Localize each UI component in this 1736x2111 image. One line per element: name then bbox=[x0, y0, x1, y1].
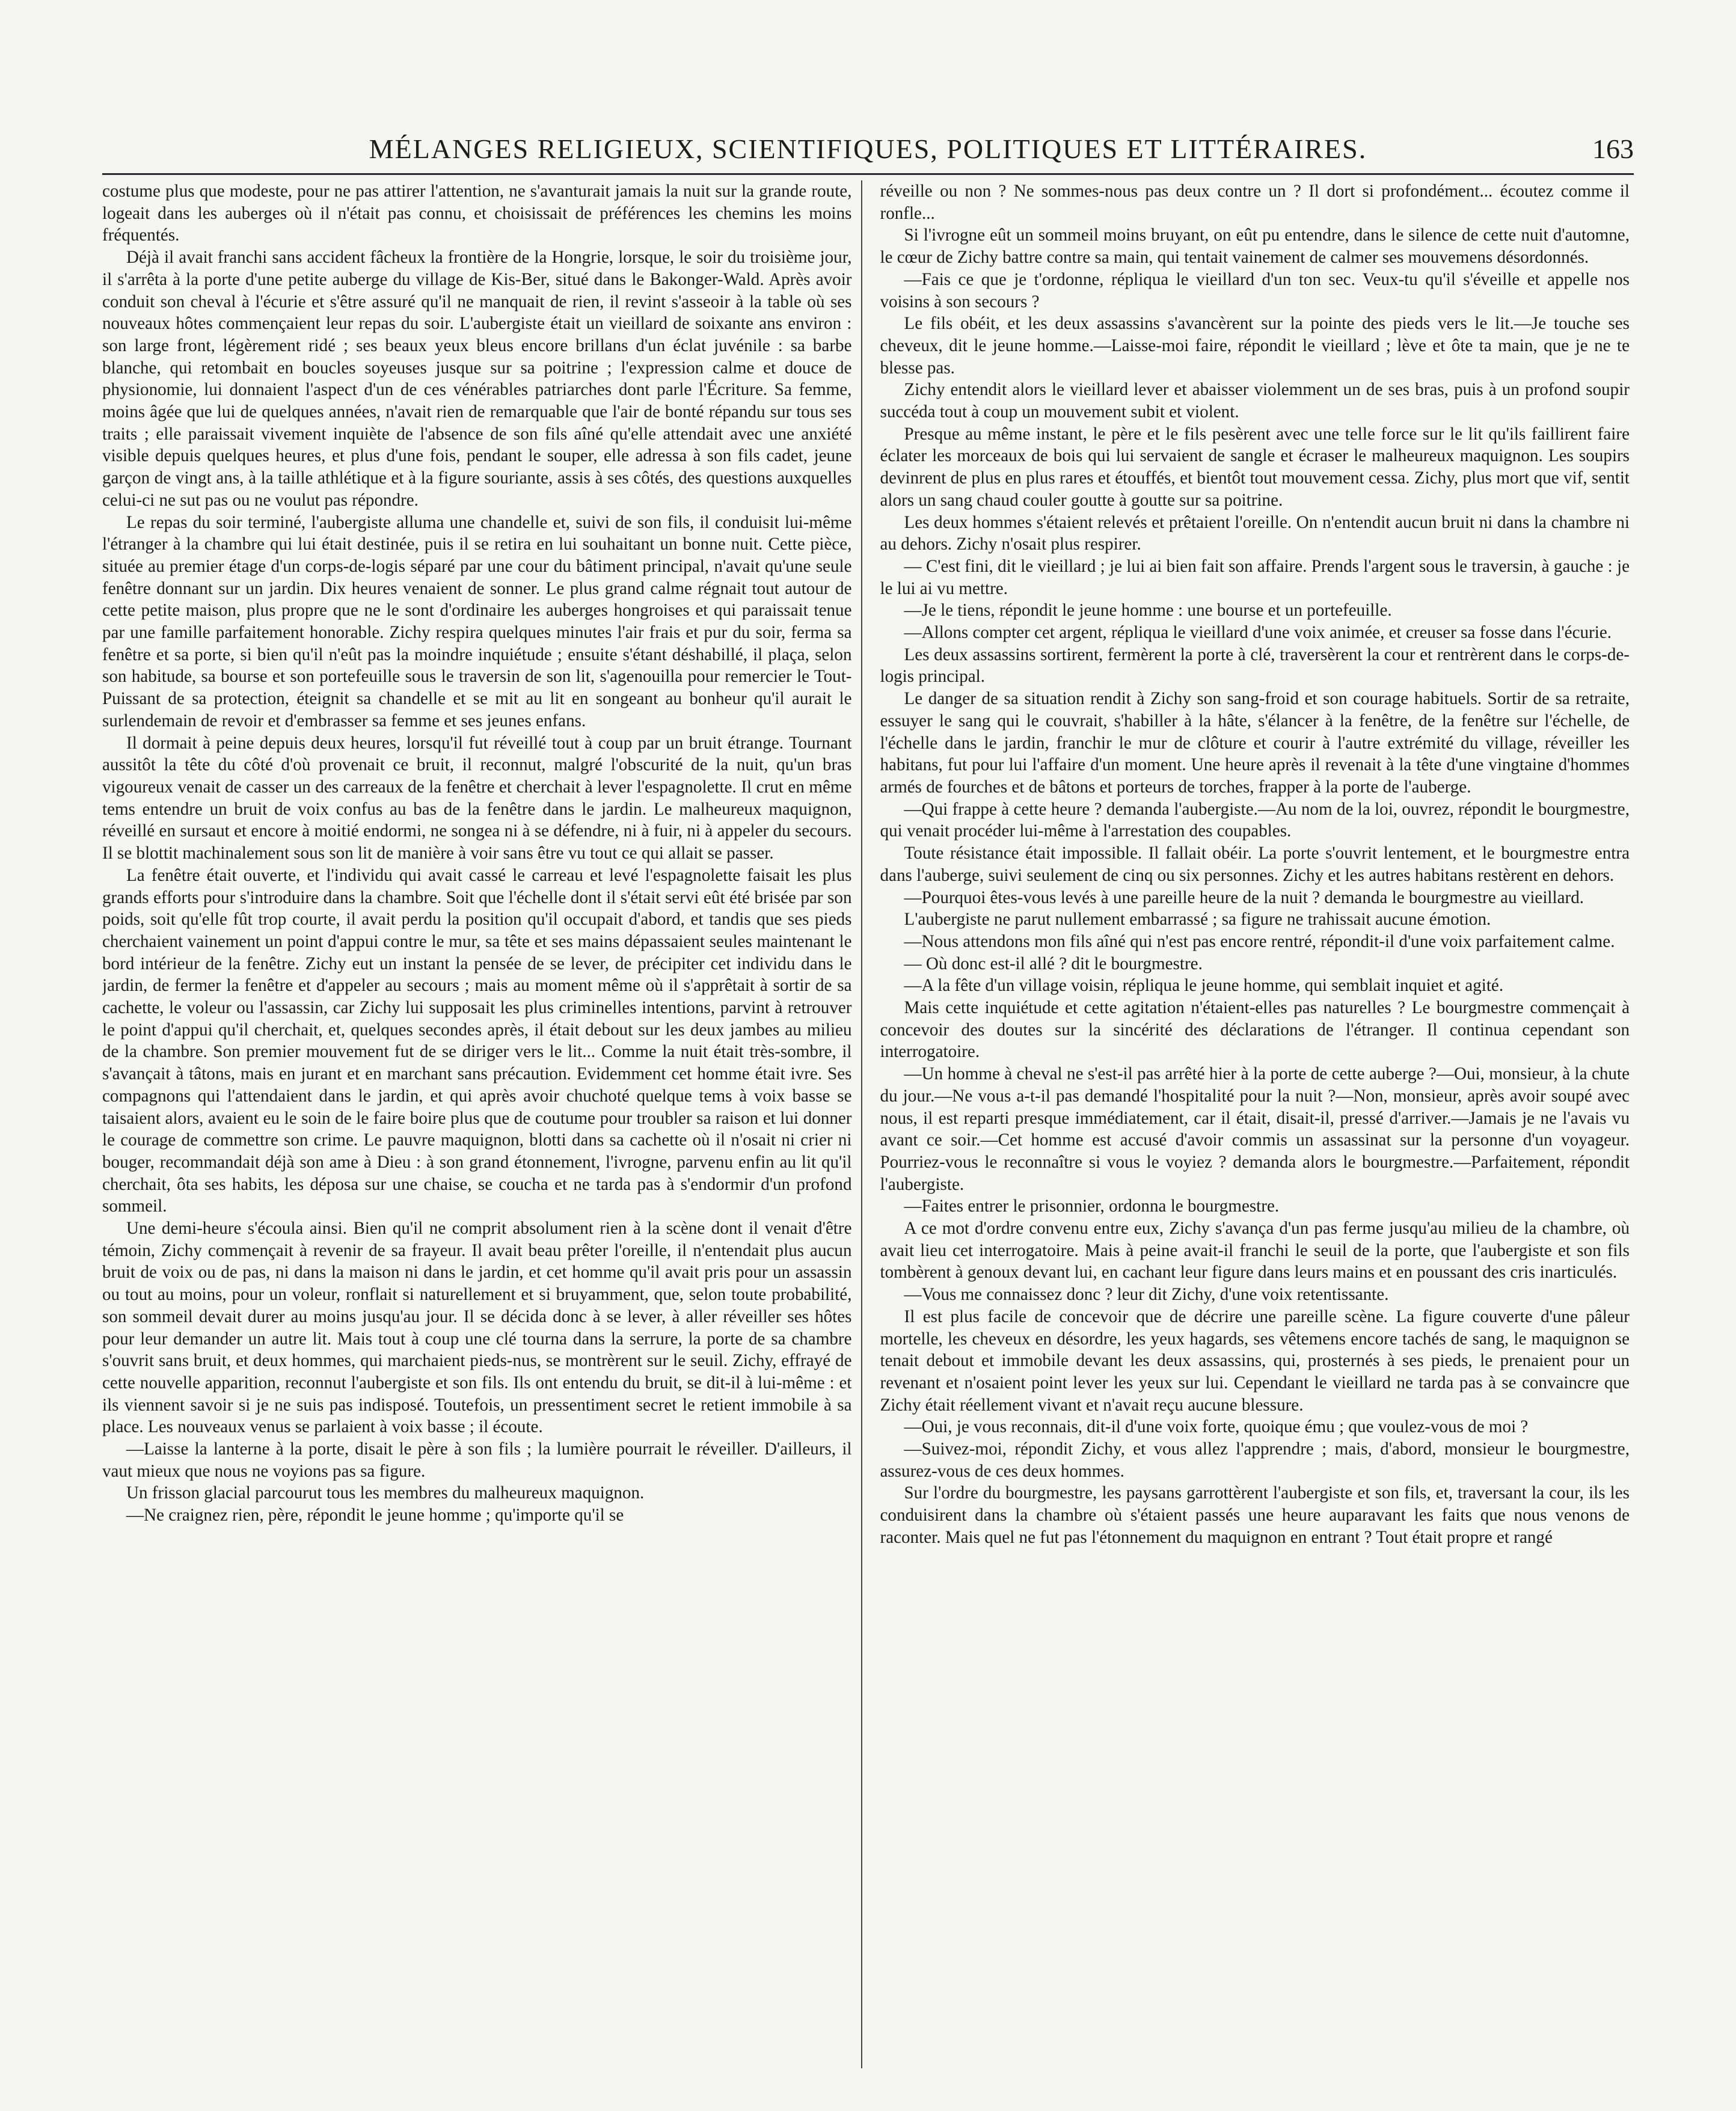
paragraph: —Oui, je vous reconnais, dit-il d'une voix forte, quoique ému ; que voulez-vous de moi ? bbox=[904, 1417, 1529, 1437]
page-header bbox=[102, 131, 1634, 175]
paragraph: Le fils obéit, et les deux assassins s'avancèrent sur la pointe des pieds vers le lit.—Je touche ses cheveux, dit le jeune homme.—Laisse-moi faire, répondit le vieillard ; lève et ôte ta main, que je ne te blesse pas. bbox=[880, 314, 1630, 378]
paragraph: —Faites entrer le prisonnier, ordonna le bourgmestre. bbox=[904, 1196, 1280, 1216]
paragraph: —Allons compter cet argent, répliqua le vieillard d'une voix animée, et creuser sa fosse dans l'écurie. bbox=[904, 623, 1612, 643]
paragraph: —Laisse la lanterne à la porte, disait le père à son fils ; la lumière pourrait le réveiller. D'ailleurs, il vaut mieux que nous ne voyions pas sa figure. bbox=[102, 1439, 852, 1481]
paragraph: Sur l'ordre du bourgmestre, les paysans garrottèrent l'aubergiste et son fils, et, traversant la cour, ils les conduisirent dans la chambre où s'étaient passés une heure auparavant les faits que nous venons de raconter. Mais quel ne fut pas l'étonnement du maquignon en entrant ? Tout était propre et rangé bbox=[880, 1483, 1630, 1547]
text-columns bbox=[102, 180, 1630, 2068]
paragraph: —Vous me connaissez donc ? leur dit Zichy, d'une voix retentissante. bbox=[904, 1285, 1389, 1305]
paragraph: —Un homme à cheval ne s'est-il pas arrêté hier à la porte de cette auberge ?—Oui, monsieur, à la chute du jour.—Ne vous a-t-il pas demandé l'hospitalité pour la nuit ?—Non, monsieur, après avoir soupé avec nous, il est reparti presque immédiatement, car il était, disait-il, pressé d'arriver.—Jamais je ne l'avais vu avant ce soir.—Cet homme est accusé d'avoir commis un assassinat sur la personne d'un voyageur. Pourriez-vous le reconnaître si vous le voyiez ? demanda alors le bourgmestre.—Parfaitement, répondit l'aubergiste. bbox=[880, 1064, 1630, 1194]
paragraph: Les deux hommes s'étaient relevés et prêtaient l'oreille. On n'entendit aucun bruit ni dans la chambre ni au dehors. Zichy n'osait plus respirer. bbox=[880, 512, 1630, 554]
paragraph: Il est plus facile de concevoir que de décrire une pareille scène. La figure couverte d'une pâleur mortelle, les cheveux en désordre, les yeux hagards, ses vêtemens encore tachés de sang, le maquignon se tenait debout et immobile devant les deux assassins, qui, prosternés à ses pieds, le prenaient pour un revenant et n'osaient point lever les yeux sur lui. Cependant le vieillard ne tarda pas à se convaincre que Zichy était réellement vivant et n'avait reçu aucune blessure. bbox=[880, 1307, 1630, 1415]
paragraph: —Fais ce que je t'ordonne, répliqua le vieillard d'un ton sec. Veux-tu qu'il s'éveille et appelle nos voisins à son secours ? bbox=[880, 269, 1630, 311]
paragraph: Une demi-heure s'écoula ainsi. Bien qu'il ne comprit absolument rien à la scène dont il venait d'être témoin, Zichy commençait à revenir de sa frayeur. Il avait beau prêter l'oreille, il n'entendait plus aucun bruit de voix ou de pas, ni dans la maison ni dans le jardin, et cet homme qu'il avait pris pour un assassin ou tout au moins, pour un voleur, ronflait si naturellement et si bruyamment, que, selon toute probabilité, son sommeil devait durer au moins jusqu'au jour. Il se décida donc à se lever, à aller réveiller ses hôtes pour leur demander un autre lit. Mais tout à coup une clé tourna dans la serrure, la porte de sa chambre s'ouvrit sans bruit, et deux hommes, qui marchaient pieds-nus, se montrèrent sur le seuil. Zichy, effrayé de cette nouvelle apparition, reconnut l'aubergiste et son fils. Ils ont entendu du bruit, se dit-il à lui-même : et ils viennent savoir si je ne suis pas indisposé. Toutefois, un pressentiment secret le retient immobile à sa place. Les nouveaux venus se parlaient à voix basse ; il écoute. bbox=[102, 1219, 852, 1437]
running-title: MÉLANGES RELIGIEUX, SCIENTIFIQUES, POLITIQUES ET LITTÉRAIRES. bbox=[369, 133, 1367, 164]
paragraph: —Qui frappe à cette heure ? demanda l'aubergiste.—Au nom de la loi, ouvrez, répondit le bourgmestre, qui venait procéder lui-même à l'arrestation des coupables. bbox=[880, 799, 1630, 841]
paragraph: Il dormait à peine depuis deux heures, lorsqu'il fut réveillé tout à coup par un bruit étrange. Tournant aussitôt la tête du côté d'où provenait ce bruit, il reconnut, malgré l'obscurité de la nuit, qu'un bras vigoureux venait de casser un des carreaux de la fenêtre et cherchait à lever l'espagnolette. Il crut en même tems entendre un bruit de voix confus au bas de la fenêtre dans le jardin. Le malheureux maquignon, réveillé en sursaut et encore à moitié endormi, ne songea ni à se défendre, ni à fuir, ni à appeler du secours. Il se blottit machinalement sous son lit de manière à voir sans être vu tout ce qui allait se passer. bbox=[102, 733, 852, 863]
paragraph: réveille ou non ? Ne sommes-nous pas deux contre un ? Il dort si profondément... écoutez comme il ronfle... bbox=[880, 182, 1630, 223]
paragraph: —Suivez-moi, répondit Zichy, et vous allez l'apprendre ; mais, d'abord, monsieur le bourgmestre, assurez-vous de ces deux hommes. bbox=[880, 1439, 1630, 1481]
paragraph: costume plus que modeste, pour ne pas attirer l'attention, ne s'avanturait jamais la nuit sur la grande route, logeait dans les auberges où il n'était pas connu, et choisissait de préférences les chemins les moins fréquentés. bbox=[102, 182, 852, 245]
paragraph: Déjà il avait franchi sans accident fâcheux la frontière de la Hongrie, lorsque, le soir du troisième jour, il s'arrêta à la porte d'une petite auberge du village de Kis-Ber, situé dans le Bakonger-Wald. Après avoir conduit son cheval à l'écurie et s'être assuré qu'il ne manquait de rien, il revint s'asseoir à la table où ses nouveaux hôtes commençaient leur repas du soir. L'aubergiste était un vieillard de soixante ans environ : son large front, légèrement ridé ; ses beaux yeux bleus encore brillans d'un éclat juvénile : sa barbe blanche, qui retombait en boucles soyeuses jusque sur sa poitrine ; l'expression calme et douce de physionomie, lui donnaient l'aspect d'un de ces vénérables patriarches dont parle l'Écriture. Sa femme, moins âgée que lui de quelques années, n'avait rien de remarquable que l'air de bonté répandu sur tous ses traits ; elle paraissait vivement inquiète de l'absence de son fils aîné qu'elle attendait avec une anxiété visible depuis quelques heures, et plus d'une fois, pendant le souper, elle adressa à son fils cadet, jeune garçon de vingt ans, à la taille athlétique et à la figure souriante, assis à ses côtés, des questions auxquelles celui-ci ne sut pas ou ne voulut pas répondre. bbox=[102, 248, 852, 510]
paragraph: —Pourquoi êtes-vous levés à une pareille heure de la nuit ? demanda le bourgmestre au vieillard. bbox=[904, 887, 1584, 907]
paragraph: Le danger de sa situation rendit à Zichy son sang-froid et son courage habituels. Sortir de sa retraite, essuyer le sang qui le couvrait, s'habiller à la hâte, s'élancer à la fenêtre, de la fenêtre sur l'échelle, de l'échelle dans le jardin, franchir le mur de clôture et courir à l'autre extrémité du village, réveiller les habitans, fut pour lui l'affaire d'un moment. Une heure après il revenait à la tête d'une vingtaine d'hommes armés de fourches et de bâtons et porteurs de torches, frapper à la porte de l'auberge. bbox=[880, 689, 1630, 797]
paragraph: Toute résistance était impossible. Il fallait obéir. La porte s'ouvrit lentement, et le bourgmestre entra dans l'auberge, suivi seulement de cinq ou six personnes. Zichy et les autres habitans restèrent en dehors. bbox=[880, 844, 1630, 885]
paragraph: — Où donc est-il allé ? dit le bourgmestre. bbox=[904, 954, 1203, 973]
right-column bbox=[880, 180, 1630, 2068]
left-column bbox=[102, 180, 862, 2068]
paragraph: —Je le tiens, répondit le jeune homme : une bourse et un portefeuille. bbox=[904, 601, 1392, 620]
page-number: 163 bbox=[1592, 133, 1634, 164]
paragraph: — C'est fini, dit le vieillard ; je lui ai bien fait son affaire. Prends l'argent sous le traversin, à gauche : je le lui ai vu mettre. bbox=[880, 556, 1630, 598]
paragraph: Les deux assassins sortirent, fermèrent la porte à clé, traversèrent la cour et rentrèrent dans le corps-de-logis principal. bbox=[880, 645, 1630, 687]
paragraph: A ce mot d'ordre convenu entre eux, Zichy s'avança d'un pas ferme jusqu'au milieu de la chambre, où avait lieu cet interrogatoire. Mais à peine avait-il franchi le seuil de la porte, que l'aubergiste et son fils tombèrent à genoux devant lui, en cachant leur figure dans leurs mains et en poussant des cris inarticulés. bbox=[880, 1219, 1630, 1282]
paragraph: —Ne craignez rien, père, répondit le jeune homme ; qu'importe qu'il se bbox=[126, 1506, 624, 1525]
paragraph: La fenêtre était ouverte, et l'individu qui avait cassé le carreau et levé l'espagnolette faisait les plus grands efforts pour s'introduire dans la chambre. Soit que l'échelle dont il s'était servi eût été brisée par son poids, soit qu'elle fût trop courte, il avait perdu la position qu'il occupait d'abord, et tandis que ses pieds cherchaient vainement un point d'appui contre le mur, sa tête et ses mains dépassaient seules maintenant le bord intérieur de la fenêtre. Zichy eut un instant la pensée de se lever, de précipiter cet individu dans le jardin, de fermer la fenêtre et d'appeler au secours ; mais au moment même où il s'apprêtait à sortir de sa cachette, le voleur ou l'assassin, car Zichy lui supposait les plus criminelles intentions, parvint à retrouver le point d'appui qu'il cherchait, et, quelques secondes après, il était debout sur les deux jambes au milieu de la chambre. Son premier mouvement fut de se diriger vers le lit... Comme la nuit était très-sombre, il s'avançait à tâtons, mais en jurant et en marchant sans précaution. Evidemment cet homme était ivre. Ses compagnons qui l'attendaient dans le jardin, et qui après avoir chuchoté quelque tems à voix basse se taisaient alors, avaient eu le soin de le faire boire plus que de coutume pour troubler sa raison et lui donner le courage de commettre son crime. Le pauvre maquignon, blotti dans sa cachette où il n'osait ni crier ni bouger, recommandait déjà son ame à Dieu : à son grand étonnement, l'ivrogne, parvenu enfin au lit qu'il cherchait, ôta ses habits, les déposa sur une chaise, se coucha et ne tarda pas à s'endormir d'un profond sommeil. bbox=[102, 865, 852, 1216]
paragraph: Zichy entendit alors le vieillard lever et abaisser violemment un de ses bras, puis à un profond soupir succéda tout à coup un mouvement subit et violent. bbox=[880, 380, 1630, 422]
paragraph: Si l'ivrogne eût un sommeil moins bruyant, on eût pu entendre, dans le silence de cette nuit d'automne, le cœur de Zichy battre contre sa main, qui tentait vainement de calmer ses mouvemens désordonnés. bbox=[880, 225, 1630, 268]
paragraph: —A la fête d'un village voisin, répliqua le jeune homme, qui semblait inquiet et agité. bbox=[904, 976, 1504, 996]
paragraph: L'aubergiste ne parut nullement embarrassé ; sa figure ne trahissait aucune émotion. bbox=[904, 910, 1491, 930]
paragraph: Presque au même instant, le père et le fils pesèrent avec une telle force sur le lit qu'ils faillirent faire éclater les morceaux de bois qui lui servaient de sangle et écraser le malheureux maquignon. Les soupirs devinrent de plus en plus rares et étouffés, et bientôt tout mouvement cessa. Zichy, plus mort que vif, sentit alors un sang chaud couler goutte à goutte sur sa poitrine. bbox=[880, 424, 1630, 510]
paragraph: Un frisson glacial parcourut tous les membres du malheureux maquignon. bbox=[126, 1483, 645, 1503]
paragraph: —Nous attendons mon fils aîné qui n'est pas encore rentré, répondit-il d'une voix parfaitement calme. bbox=[904, 931, 1615, 951]
paragraph: Mais cette inquiétude et cette agitation n'étaient-elles pas naturelles ? Le bourgmestre commençait à concevoir des doutes sur la sincérité des déclarations de l'étranger. Il continua cependant son interrogatoire. bbox=[880, 998, 1630, 1062]
paragraph: Le repas du soir terminé, l'aubergiste alluma une chandelle et, suivi de son fils, il conduisit lui-même l'étranger à la chambre qui lui était destinée, puis il se retira en lui souhaitant un bonne nuit. Cette pièce, située au premier étage d'un corps-de-logis séparé par une cour du bâtiment principal, n'avait qu'une seule fenêtre donnant sur un jardin. Dix heures venaient de sonner. Le plus grand calme régnait tout autour de cette petite maison, plus propre que ne le sont d'ordinaire les auberges hongroises et qui paraissait tenue par une famille parfaitement honorable. Zichy respira quelques minutes l'air frais et pur du soir, ferma sa fenêtre et sa porte, si bien qu'il n'eût pas la moindre inquiétude ; ensuite s'étant déshabillé, il plaça, selon son habitude, sa bourse et son portefeuille sous le traversin de son lit, s'agenouilla pour remercier le Tout-Puissant de sa protection, éteignit sa chandelle et se mit au lit en songeant au bonheur qu'il aurait le surlendemain de revoir et d'embrasser sa femme et ses jeunes enfans. bbox=[102, 512, 852, 731]
